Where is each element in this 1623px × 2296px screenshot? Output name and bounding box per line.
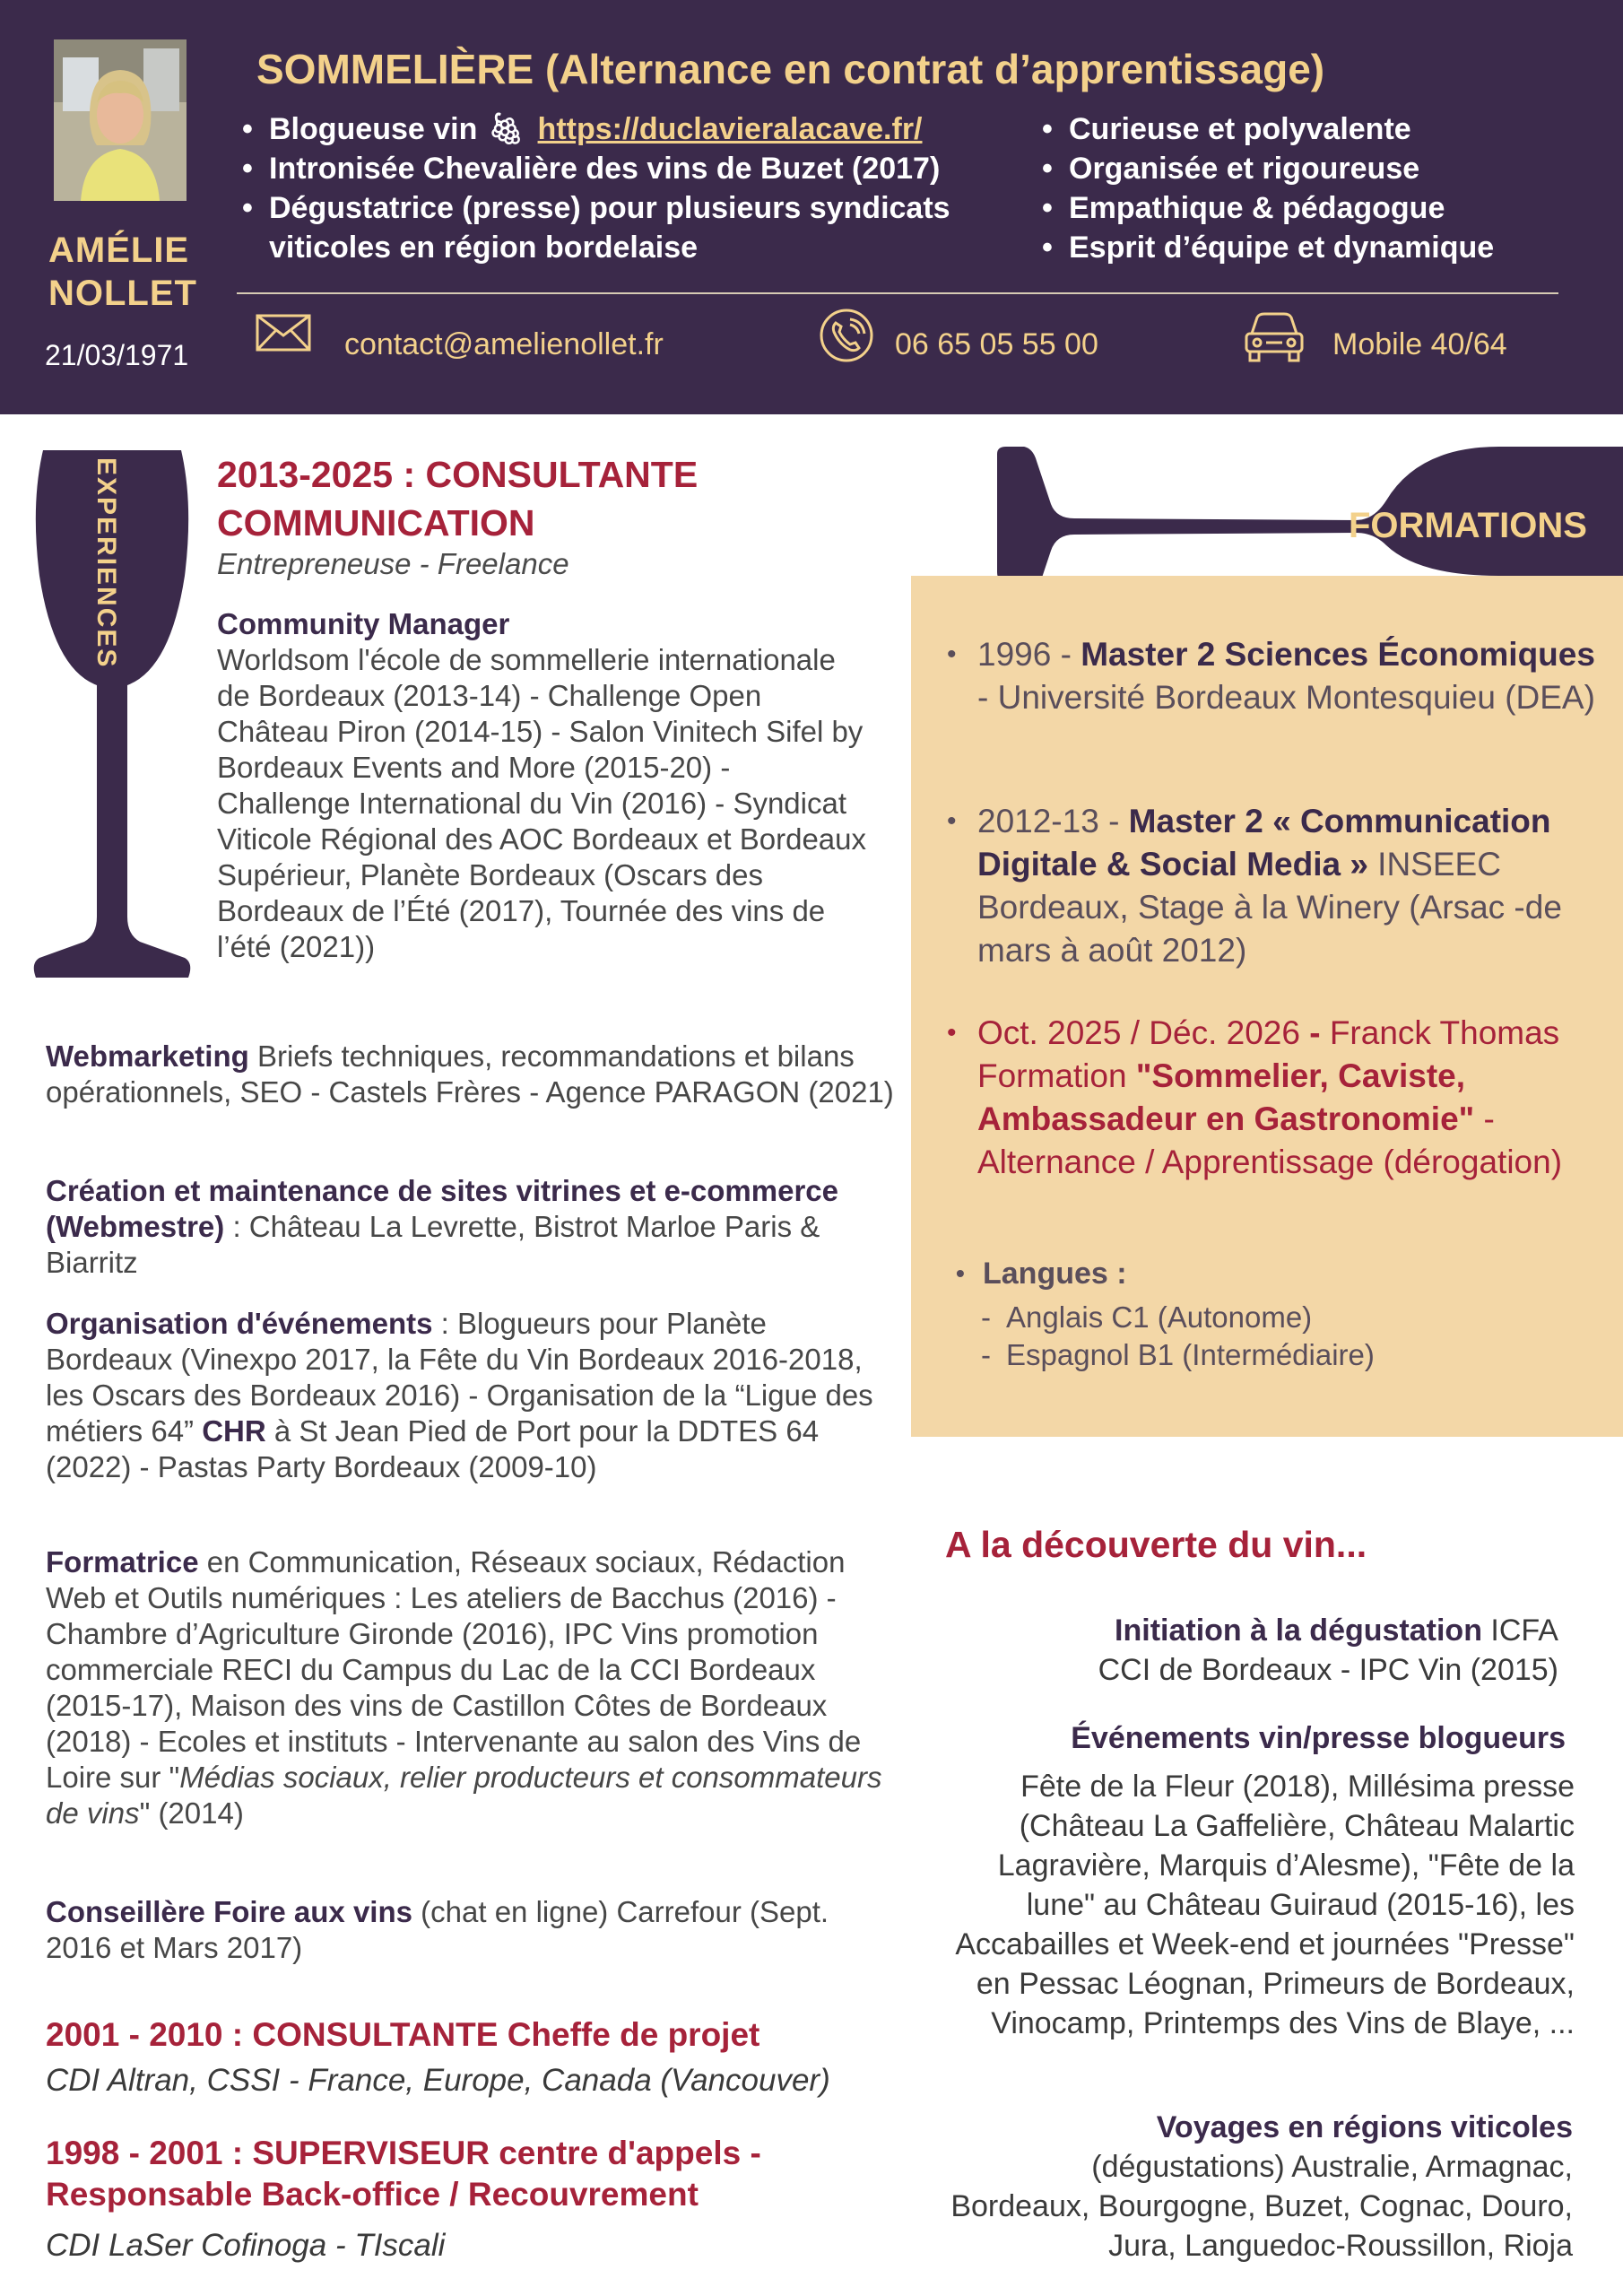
- header-highlights-left: [242, 109, 1031, 267]
- languages-title: • Langues :: [983, 1254, 1127, 1293]
- travels-text: (dégustations) Australie, Armagnac, Bordeaux, Bourgogne, Buzet, Cognac, Douro, Jura, Languedoc-Roussillon, Rioja: [950, 2150, 1573, 2263]
- blog-label: Blogueuse vin: [269, 112, 478, 146]
- experience-subtitle: Entrepreneuse - Freelance: [217, 547, 569, 580]
- para-text: en Communication, Réseaux sociaux, Rédaction Web et Outils numériques : Les ateliers de Bacchus (2016) - Chambre d’Agriculture Gironde (2016), IPC Vins promotion commerciale RECI du Campus du Lac de la CCI Bordeaux (2015-17), Maison des vins de Castillon Côtes de Bordeaux (2018) - Ecoles et instituts - Intervenante au salon des Vins de Loire sur ": [46, 1545, 862, 1794]
- events-press-text: Fête de la Fleur (2018), Millésima presse (Château La Gaffelière, Château Malartic Lagravière, Marquis d’Alesme), "Fête de la lune" au Château Guiraud (2015-16), les Accabailles et Week-end et journées "Presse" en Pessac Léognan, Primeurs de Bordeaux, Vinocamp, Printemps des Vins de Blaye, ...: [955, 1770, 1575, 2040]
- para-text: Briefs techniques, recommandations et bilans opérationnels, SEO - Castels Frères - Agence PARAGON (2021): [46, 1039, 894, 1109]
- profile-photo: [54, 39, 187, 201]
- highlight-item: • Dégustatrice (presse) pour plusieurs syndicats viticoles en région bordelaise: [242, 188, 1031, 267]
- para-text: : Blogueurs pour Planète Bordeaux (Vinexpo 2017, la Fête du Vin Bordeaux 2016-2018, les Oscars des Bordeaux 2016) - Organisation de la “Ligue des métiers 64”: [46, 1307, 873, 1448]
- quality-item: • Esprit d’équipe et dynamique: [1042, 228, 1580, 267]
- formation-detail: INSEEC Bordeaux, Stage à la Winery (Arsac -de mars à août 2012): [977, 846, 1562, 969]
- role-title: Community Manager: [217, 607, 510, 640]
- para-heading: Webmarketing: [46, 1039, 249, 1073]
- phone-number[interactable]: 06 65 05 55 00: [895, 327, 1098, 361]
- email-link[interactable]: contact@amelienollet.fr: [344, 327, 664, 361]
- header-divider: [237, 292, 1558, 294]
- para-heading: Création et maintenance de sites vitrines et e-commerce (Webmestre): [46, 1174, 839, 1243]
- formation-detail: - Alternance / Apprentissage (dérogation): [977, 1100, 1563, 1180]
- para-text: à St Jean Pied de Port pour la DDTES 64 (2022) - Pastas Party Bordeaux (2009-10): [46, 1414, 820, 1483]
- job-title: SOMMELIÈRE (Alternance en contrat d’apprentissage): [256, 46, 1325, 92]
- role-description: Worldsom l'école de sommellerie internationale de Bordeaux (2013-14) - Challenge Open Château Piron (2014-15) - Salon Vinitech Sifel by Bordeaux Events and More (2015-20) - Challenge International du Vin (2016) - Syndicat Viticole Régional des AOC Bordeaux et Bordeaux Supérieur, Planète Bordeaux (Oscars des Bordeaux de l’Été (2017), Tournée des vins de l’été (2021)): [217, 643, 867, 963]
- person-name: [48, 229, 197, 315]
- mobility-info: Mobile 40/64: [1332, 327, 1507, 361]
- para-text: (chat en ligne) Carrefour (Sept. 2016 et Mars 2017): [46, 1895, 829, 1964]
- language-item: - Espagnol B1 (Intermédiaire): [1006, 1336, 1375, 1374]
- para-text: ICFA CCI de Bordeaux - IPC Vin (2015): [1098, 1613, 1558, 1687]
- tasting-initiation: [1056, 1611, 1558, 1690]
- events-press-title: Événements vin/presse blogueurs: [1071, 1721, 1566, 1755]
- quality-item: • Curieuse et polyvalente: [1042, 109, 1580, 149]
- last-name: NOLLET: [48, 274, 197, 313]
- formation-detail: - Université Bordeaux Montesquieu (DEA): [977, 679, 1595, 716]
- formation-degree: "Sommelier, Caviste, Ambassadeur en Gastronomie": [977, 1057, 1475, 1137]
- formation-year: Oct. 2025 / Déc. 2026: [977, 1014, 1300, 1051]
- para-heading: Conseillère Foire aux vins: [46, 1895, 412, 1928]
- discovery-title: A la découverte du vin...: [945, 1524, 1367, 1565]
- formation-year: 1996 -: [977, 636, 1081, 673]
- job3-title: 1998 - 2001 : SUPERVISEUR centre d'appels - Responsable Back-office / Recouvrement: [46, 2135, 761, 2213]
- grape-icon: 🍇︎: [486, 112, 525, 146]
- formation-item: [977, 800, 1605, 972]
- para-heading: Initiation à la dégustation: [1115, 1613, 1482, 1648]
- envelope-icon: [255, 310, 312, 355]
- webmarketing-paragraph: [46, 1039, 898, 1110]
- job2-title: 2001 - 2010 : CONSULTANTE Cheffe de projet: [46, 2016, 760, 2053]
- experience-title: 2013-2025 : CONSULTANTE COMMUNICATION: [217, 454, 699, 544]
- blog-link[interactable]: https://duclavieralacave.fr/: [537, 112, 923, 146]
- trainer-paragraph: [46, 1544, 898, 1831]
- language-item: - Anglais C1 (Autonome): [1006, 1299, 1312, 1336]
- formations-label: FORMATIONS: [1349, 506, 1587, 545]
- travels-title: Voyages en régions viticoles: [1156, 2110, 1573, 2144]
- para-italic: Médias sociaux, relier producteurs et consommateurs de vins: [46, 1761, 882, 1830]
- experiences-label: EXPERIENCES: [91, 457, 121, 669]
- quality-item: • Organisée et rigoureuse: [1042, 149, 1580, 188]
- para-text: " (2014): [139, 1796, 244, 1830]
- formation-degree: Master 2 « Communication Digitale & Social Media »: [977, 803, 1551, 883]
- quality-item: • Empathique & pédagogue: [1042, 188, 1580, 228]
- formation-year: 2012-13 -: [977, 803, 1129, 839]
- phone-icon: [818, 307, 875, 364]
- formation-item: [977, 633, 1605, 719]
- job3-subtitle: CDI LaSer Cofinoga - TIscali: [46, 2228, 446, 2263]
- birth-date: 21/03/1971: [45, 339, 189, 371]
- advisor-paragraph: [46, 1894, 898, 1966]
- events-paragraph: [46, 1306, 898, 1485]
- chr-acronym: CHR: [202, 1414, 266, 1448]
- portrait-image: [54, 39, 187, 201]
- para-heading: Organisation d'événements: [46, 1307, 433, 1340]
- first-name: AMÉLIE: [48, 230, 190, 270]
- formation-item-current: [977, 1012, 1605, 1184]
- para-heading: Formatrice: [46, 1545, 199, 1578]
- formation-degree: Master 2 Sciences Économiques: [1081, 636, 1595, 673]
- formation-dash: -: [1299, 1014, 1330, 1051]
- header-qualities: [1042, 109, 1580, 267]
- car-icon: [1243, 310, 1306, 364]
- para-text: : Château La Levrette, Bistrot Marloe Paris & Biarritz: [46, 1210, 820, 1279]
- formation-detail: Franck Thomas Formation: [977, 1014, 1560, 1094]
- websites-paragraph: [46, 1173, 898, 1281]
- blog-item: [242, 109, 1031, 149]
- header-banner: [0, 0, 1623, 414]
- highlight-item: • Intronisée Chevalière des vins de Buzet (2017): [242, 149, 1031, 188]
- job2-subtitle: CDI Altran, CSSI - France, Europe, Canada (Vancouver): [46, 2063, 830, 2098]
